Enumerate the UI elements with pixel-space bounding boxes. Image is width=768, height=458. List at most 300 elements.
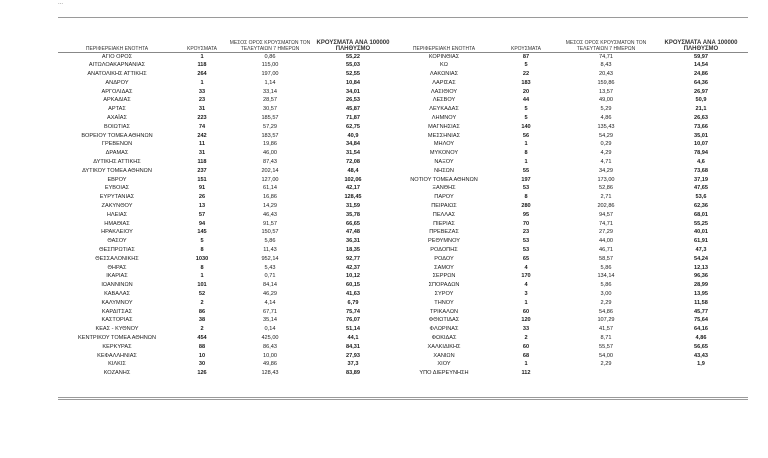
cell-right-cases: 1 [524,299,528,306]
cell-left-region: ΑΡΤΑΣ [108,106,126,113]
cell-left-avg: 197,00 [261,71,279,78]
cell-right-cases: 95 [522,211,530,218]
cell-left-avg: 67,71 [263,308,277,315]
cell-left-per100k: 75,74 [346,308,360,315]
cell-right-cases: 53 [522,247,530,254]
table-row [58,132,748,141]
table-row [58,369,748,378]
header-cases-left: ΚΡΟΥΣΜΑΤΑ [176,36,228,52]
table-row [58,79,748,88]
cell-left-avg: 425,00 [261,335,279,341]
table-row [58,246,748,255]
cell-left-cases: 1 [200,79,204,86]
cell-right-per100k: 47,3 [695,247,707,254]
cell-left-region: ΚΕΝΤΡΙΚΟΥ ΤΟΜΕΑ ΑΘΗΝΩΝ [77,335,156,341]
cell-left-per100k: 128,45 [344,194,362,201]
cell-left-avg: 35,14 [263,317,277,324]
cell-right-cases: 112 [521,370,531,377]
table-row [58,96,748,105]
header-region-left: ΠΕΡΙΦΕΡΕΙΑΚΗ ΕΝΟΤΗΤΑ [58,36,176,52]
table-row [58,52,748,61]
cell-left-avg: 4,14 [264,299,276,306]
cell-left-cases: 242 [197,132,207,139]
cell-right-region: ΛΑΣΙΘΙΟΥ [430,88,458,95]
cell-left-region: ΑΡΓΟΛΙΔΑΣ [101,88,133,95]
cell-right-cases: 1 [524,159,528,166]
cell-left-per100k: 44,1 [347,335,359,341]
cell-right-avg: 5,29 [600,106,612,113]
cell-right-avg: 34,29 [599,167,613,174]
cell-right-avg: 4,71 [600,159,612,166]
cell-left-cases: 151 [197,176,207,183]
cell-left-per100k: 51,14 [346,326,360,333]
cell-left-region: ΚΕΦΑΛΛΗΝΙΑΣ [97,352,137,359]
cell-left-region: ΕΒΡΟΥ [107,176,127,183]
table-row [58,308,748,317]
cell-right-region: ΛΕΣΒΟΥ [432,97,456,104]
cell-right-region: ΥΠΟ ΔΙΕΡΕΥΝΗΣΗ [419,370,469,377]
cell-left-cases: 223 [197,115,207,122]
cell-left-cases: 5 [200,238,204,245]
cell-right-per100k: 75,64 [694,317,708,324]
cell-right-cases: 8 [524,194,528,201]
cell-left-avg: 91,57 [263,220,277,227]
cell-left-cases: 1 [200,273,204,280]
top-rule [58,17,748,18]
cell-right-avg: 27,29 [599,229,613,236]
cell-left-per100k: 40,9 [347,132,359,139]
cell-left-avg: 5,43 [264,264,276,271]
cell-right-cases: 53 [522,185,530,192]
cell-right-per100k: 45,77 [694,308,708,315]
table-row [58,334,748,343]
cell-right-region: ΜΗΛΟΥ [433,141,455,148]
cell-left-region: ΗΛΕΙΑΣ [106,211,128,218]
cell-right-avg: 41,57 [599,326,613,333]
cell-right-region: ΠΙΕΡΙΑΣ [433,220,455,227]
cell-left-avg: 183,57 [261,132,279,139]
cell-left-avg: 86,43 [263,343,277,350]
cell-left-avg: 127,00 [261,176,279,183]
cell-left-per100k: 10,84 [346,79,360,86]
cell-right-avg: 44,00 [599,238,613,245]
cell-left-avg: 46,43 [263,211,277,218]
cell-right-region: ΣΥΡΟΥ [434,291,454,298]
cell-left-per100k: 55,03 [346,62,360,69]
cell-left-per100k: 92,77 [346,255,360,262]
cell-left-cases: 13 [198,203,206,210]
cell-right-avg: 5,86 [600,282,612,289]
cell-left-region: ΔΥΤΙΚΗΣ ΑΤΤΙΚΗΣ [93,159,141,166]
cell-right-cases: 60 [522,308,530,315]
cell-right-cases: 4 [524,282,528,289]
table-row [58,158,748,167]
cell-left-per100k: 42,37 [346,264,360,271]
cell-left-cases: 31 [198,150,206,157]
cell-right-per100k: 28,99 [694,282,708,289]
cell-left-region: ΚΟΖΑΝΗΣ [103,370,131,377]
cell-left-cases: 91 [198,185,206,192]
cell-right-avg: 49,00 [599,97,613,104]
cell-left-per100k: 36,31 [346,238,360,245]
table-row [58,193,748,202]
cell-right-cases: 22 [522,71,530,78]
table-row [58,325,748,334]
table-row [58,149,748,158]
cell-right-region: ΦΘΙΩΤΙΔΑΣ [428,317,460,324]
cell-right-cases: 33 [522,326,530,333]
cell-right-avg: 52,86 [599,185,613,192]
cell-left-per100k: 37,3 [347,361,359,368]
cell-right-region: ΛΕΥΚΑΔΑΣ [429,106,459,113]
table-row [58,184,748,193]
cell-right-cases: 56 [522,132,530,139]
cell-left-per100k: 55,22 [346,53,360,60]
cell-right-cases: 1 [524,141,528,148]
cell-right-region: ΦΛΩΡΙΝΑΣ [429,326,459,333]
cell-right-cases: 2 [524,335,528,341]
table-row [58,299,748,308]
cell-left-region: ΑΧΑΪΑΣ [107,115,127,122]
cell-left-region: ΚΕΡΚΥΡΑΣ [102,343,132,350]
cell-right-avg: 4,86 [600,115,612,122]
cell-right-avg: 54,29 [599,132,613,139]
cell-left-cases: 30 [198,361,206,368]
cell-right-per100k: 56,65 [694,343,708,350]
cell-left-region: ΚΑΛΥΜΝΟΥ [101,299,133,306]
cell-left-region: ΚΙΛΚΙΣ [108,361,126,368]
cell-left-region: ΙΩΑΝΝΙΝΩΝ [101,282,133,289]
cell-left-per100k: 71,87 [346,115,360,122]
cell-left-cases: 74 [198,123,206,130]
cell-right-avg: 74,71 [599,53,613,60]
cell-left-per100k: 47,48 [346,229,360,236]
cell-right-per100k: 73,66 [694,123,708,130]
cell-left-cases: 26 [198,194,206,201]
cell-right-region: ΚΟΡΙΝΘΙΑΣ [428,53,460,60]
cell-right-per100k [654,369,748,378]
cell-right-cases: 23 [522,229,530,236]
cell-right-region: ΣΕΡΡΩΝ [432,273,456,280]
table-row [58,228,748,237]
cell-left-avg: 84,14 [263,282,277,289]
cell-left-region: ΚΑΣΤΟΡΙΑΣ [101,317,133,324]
cell-right-avg: 55,57 [599,343,613,350]
cell-left-region: ΑΡΚΑΔΙΑΣ [103,97,131,104]
cell-left-avg: 128,43 [261,370,279,377]
cell-right-region: ΤΡΙΚΑΛΩΝ [429,308,459,315]
cell-right-per100k: 54,24 [694,255,708,262]
cell-right-per100k: 47,65 [694,185,708,192]
table-row [58,290,748,299]
cell-left-per100k: 10,12 [346,273,360,280]
cell-left-per100k: 84,31 [346,343,360,350]
table-row [58,61,748,70]
cell-left-cases: 10 [198,352,206,359]
cell-right-cases: 197 [521,176,531,183]
table-row [58,167,748,176]
cell-right-region: ΡΟΔΟΥ [434,255,454,262]
cell-left-cases: 38 [198,317,206,324]
table-row [58,123,748,132]
cell-right-avg: 2,29 [600,361,612,368]
cell-left-avg: 185,57 [261,115,279,122]
cell-right-avg: 94,57 [599,211,613,218]
cell-left-cases: 88 [198,343,206,350]
cell-right-per100k: 4,6 [697,159,705,166]
cell-right-region: ΝΟΤΙΟΥ ΤΟΜΕΑ ΑΘΗΝΩΝ [410,176,478,183]
cell-left-cases: 1 [200,53,204,60]
cell-left-avg: 19,86 [263,141,277,148]
cell-left-cases: 118 [197,62,207,69]
cell-left-region: ΑΓΙΟ ΟΡΟΣ [101,53,133,60]
cell-right-per100k: 50,9 [695,97,707,104]
cell-right-region: ΧΑΛΚΙΔΙΚΗΣ [427,343,461,350]
cell-left-region: ΖΑΚΥΝΘΟΥ [101,203,133,210]
cell-right-cases: 65 [522,255,530,262]
cell-right-region: ΧΑΝΙΩΝ [433,352,455,359]
cell-right-cases: 170 [521,273,531,280]
cell-left-per100k: 26,53 [346,97,360,104]
table-row [58,352,748,361]
cell-left-region: ΒΟΙΩΤΙΑΣ [104,123,130,130]
cell-left-avg: 30,57 [263,106,277,113]
cell-left-per100k: 34,84 [346,141,360,148]
cell-left-per100k: 18,35 [346,247,360,254]
cell-right-cases: 183 [521,79,531,86]
cell-left-per100k: 31,59 [346,203,360,210]
cell-right-per100k: 37,19 [694,176,708,183]
cell-left-per100k: 72,08 [346,159,360,166]
cell-right-region: ΠΑΡΟΥ [434,194,454,201]
table-row [58,105,748,114]
cell-left-region: ΗΜΑΘΙΑΣ [104,220,130,227]
cell-left-per100k: 27,93 [346,352,360,359]
cell-right-per100k: 10,07 [694,141,708,148]
cell-right-per100k: 1,9 [697,361,705,368]
header-cases-right: ΚΡΟΥΣΜΑΤΑ [494,36,558,52]
cell-left-avg: 10,00 [263,352,277,359]
cell-left-avg: 14,29 [263,203,277,210]
cell-left-region: ΔΥΤΙΚΟΥ ΤΟΜΕΑ ΑΘΗΝΩΝ [82,167,152,174]
cell-right-avg: 13,57 [599,88,613,95]
cell-left-cases: 23 [198,97,206,104]
cell-right-avg: 173,00 [597,176,615,183]
cell-right-cases: 1 [524,361,528,368]
cell-left-region: ΘΕΣΣΑΛΟΝΙΚΗΣ [95,255,139,262]
cell-right-region: ΠΕΛΛΑΣ [432,211,456,218]
cell-right-region: ΜΑΓΝΗΣΙΑΣ [428,123,460,130]
cell-left-per100k: 52,55 [346,71,360,78]
cell-left-region: ΕΥΒΟΙΑΣ [104,185,130,192]
cell-right-cases: 280 [521,203,531,210]
cell-right-per100k: 64,36 [694,79,708,86]
cell-right-cases: 3 [524,291,528,298]
table-row [58,316,748,325]
cell-left-cases: 94 [198,220,206,227]
cell-right-per100k: 35,01 [694,132,708,139]
cell-right-avg: 2,29 [600,299,612,306]
cell-right-cases: 53 [522,238,530,245]
table-row [58,88,748,97]
cell-left-avg: 0,14 [264,326,276,333]
table-row [58,343,748,352]
cell-left-per100k: 66,65 [346,220,360,227]
cell-right-cases: 44 [522,97,530,104]
cell-left-cases: 145 [197,229,207,236]
cell-right-region: ΜΥΚΟΝΟΥ [429,150,459,157]
cell-left-cases: 454 [197,335,207,341]
cell-right-region: ΛΗΜΝΟΥ [431,115,457,122]
cell-left-region: ΚΑΒΑΛΑΣ [104,291,130,298]
cell-right-per100k: 55,25 [694,220,708,227]
cell-right-per100k: 13,95 [694,291,708,298]
cell-left-avg: 61,14 [263,185,277,192]
page-caption: ... [58,0,64,6]
cell-right-avg: 74,71 [599,220,613,227]
cell-left-region: ΚΑΡΔΙΤΣΑΣ [101,308,133,315]
cell-left-region: ΓΡΕΒΕΝΩΝ [101,141,133,148]
table-body [58,52,748,378]
cell-right-per100k: 59,97 [694,53,708,60]
cell-right-per100k: 11,58 [694,299,708,306]
cell-left-per100k: 35,78 [346,211,360,218]
cell-left-per100k: 102,06 [344,176,362,183]
cell-left-per100k: 45,87 [346,106,360,113]
cell-right-per100k: 78,94 [694,150,708,157]
cell-left-per100k: 6,79 [347,299,359,306]
cell-left-avg: 46,29 [263,291,277,298]
cell-left-avg: 5,86 [264,238,276,245]
cell-right-cases: 87 [522,53,530,60]
cell-right-avg: 54,86 [599,308,613,315]
header-per100k-left: ΚΡΟΥΣΜΑΤΑ ΑΝΑ 100000 ΠΛΗΘΥΣΜΟ [312,36,394,52]
cell-right-region: ΠΡΕΒΕΖΑΣ [429,229,459,236]
table-row [58,114,748,123]
cell-left-avg: 115,00 [261,62,279,69]
cell-left-cases: 118 [197,159,207,166]
header-region-right: ΠΕΡΙΦΕΡΕΙΑΚΗ ΕΝΟΤΗΤΑ [394,36,494,52]
cell-left-cases: 11 [199,141,205,148]
cell-left-cases: 8 [200,247,204,254]
header-avg-left: ΜΕΣΟΣ ΟΡΟΣ ΚΡΟΥΣΜΑΤΩΝ ΤΟΝ ΤΕΛΕΥΤΑΙΩΝ 7 ΗΜΕΡΩΝ [228,36,312,52]
cell-left-avg: 0,71 [264,273,276,280]
cell-right-per100k: 68,01 [694,211,708,218]
cell-right-avg: 8,43 [600,62,612,69]
cell-right-avg: 135,43 [597,123,615,130]
table-row [58,202,748,211]
cell-left-per100k: 42,17 [346,185,360,192]
cell-left-avg: 202,14 [261,167,279,174]
cell-right-region: ΜΕΣΣΗΝΙΑΣ [427,132,461,139]
cell-left-avg: 28,57 [263,97,277,104]
cell-right-region: ΡΟΔΟΠΗΣ [430,247,458,254]
cell-right-region: ΝΑΞΟΥ [434,159,454,166]
cell-left-per100k: 41,63 [346,291,360,298]
cell-right-avg: 5,86 [600,264,612,271]
table-row [58,281,748,290]
cell-right-cases: 20 [522,88,530,95]
header-avg-right: ΜΕΣΟΣ ΟΡΟΣ ΚΡΟΥΣΜΑΤΩΝ ΤΟΝ ΤΕΛΕΥΤΑΙΩΝ 7 ΗΜΕΡΩΝ [558,36,654,52]
cell-right-avg: 20,43 [599,71,613,78]
cell-right-cases: 5 [524,106,528,113]
cell-right-per100k: 12,13 [694,264,708,271]
cell-right-region: ΞΑΝΘΗΣ [432,185,456,192]
cell-left-per100k: 48,4 [347,167,359,174]
table-row [58,176,748,185]
table-row [58,264,748,273]
cell-right-region: ΛΑΚΩΝΙΑΣ [429,71,459,78]
cell-right-per100k: 26,97 [694,88,708,95]
cell-right-avg: 134,14 [597,273,615,280]
cell-right-region: ΝΗΣΩΝ [434,167,454,174]
bottom-rule [58,399,748,400]
cell-left-region: ΔΡΑΜΑΣ [105,150,129,157]
cell-right-region: ΚΩ [440,62,448,69]
cell-left-avg: 16,86 [263,194,277,201]
table-row [58,272,748,281]
cell-right-cases: 5 [524,115,528,122]
cell-right-per100k: 14,54 [694,62,708,69]
cell-right-avg: 54,00 [599,352,613,359]
cell-left-cases: 237 [197,167,207,174]
cell-right-cases: 55 [522,167,530,174]
cell-right-cases: 60 [522,343,530,350]
bottom-rule-inner [58,397,748,398]
cell-left-cases: 86 [198,308,206,315]
cell-right-per100k: 61,91 [694,238,708,245]
cell-right-region: ΛΑΡΙΣΑΣ [432,79,456,86]
cell-right-avg: 159,86 [597,79,615,86]
cell-right-avg: 3,00 [600,291,612,298]
cell-right-per100k: 24,86 [694,71,708,78]
cell-left-avg: 46,00 [263,150,277,157]
cell-left-region: ΑΝΔΡΟΥ [105,79,129,86]
table-row [58,220,748,229]
cell-left-region: ΑΙΤΩΛΟΑΚΑΡΝΑΝΙΑΣ [88,62,146,69]
cell-right-avg: 4,29 [600,150,612,157]
cell-left-avg: 11,43 [263,247,277,254]
table-row [58,70,748,79]
cell-left-cases: 33 [198,88,206,95]
cell-right-cases: 4 [524,264,528,271]
cell-right-region: ΡΕΘΥΜΝΟΥ [428,238,460,245]
cell-left-cases: 31 [198,106,206,113]
cell-left-avg: 33,14 [263,88,277,95]
cell-left-cases: 101 [197,282,207,289]
header-per100k-right: ΚΡΟΥΣΜΑΤΑ ΑΝΑ 100000 ΠΛΗΘΥΣΜΟ [654,36,748,52]
cell-right-cases: 140 [521,123,531,130]
cell-right-region: ΣΠΟΡΑΔΩΝ [428,282,460,289]
cell-left-avg: 150,57 [261,229,279,236]
cell-left-avg: 952,14 [261,255,279,262]
table-row [58,237,748,246]
cell-left-avg: 1,14 [264,79,276,86]
cell-right-per100k: 96,36 [694,273,708,280]
cell-right-region: ΦΩΚΙΔΑΣ [431,335,457,341]
cell-left-cases: 126 [197,370,207,377]
cell-right-cases: 120 [521,317,531,324]
cell-left-avg: 87,43 [263,159,277,166]
cell-left-cases: 2 [200,326,204,333]
cell-right-per100k: 4,86 [695,335,707,341]
table-header-row [58,36,748,52]
cell-left-avg: 49,86 [263,361,277,368]
cell-left-cases: 57 [198,211,206,218]
cell-left-cases: 52 [198,291,206,298]
cell-left-region: ΘΗΡΑΣ [107,264,127,271]
cell-left-per100k: 34,01 [346,88,360,95]
